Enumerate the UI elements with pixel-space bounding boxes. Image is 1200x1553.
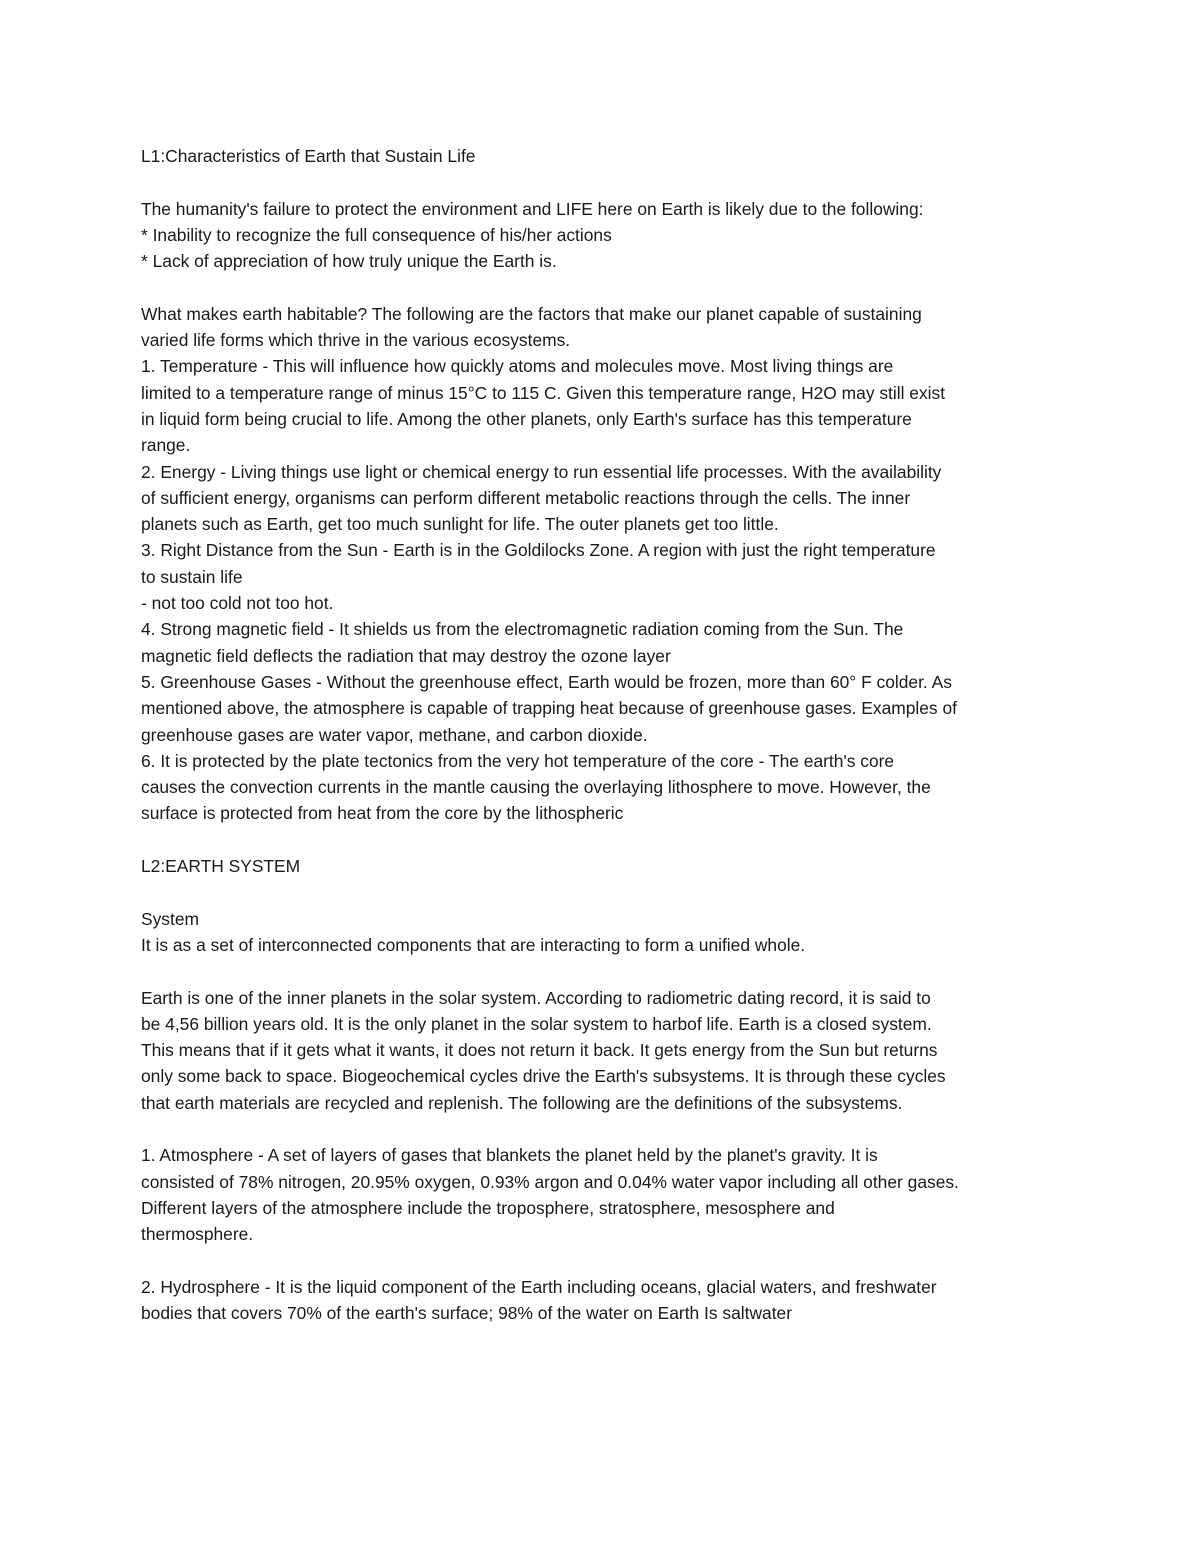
body-line: to sustain life [141, 566, 243, 587]
lesson1-heading: L1:Characteristics of Earth that Sustain Life [141, 146, 476, 166]
spacer [141, 1247, 1071, 1273]
body-line: only some back to space. Biogeochemical cycles drive the Earth's subsystems. It is through these cycles [141, 1066, 946, 1087]
body-line: varied life forms which thrive in the various ecosystems. [141, 330, 571, 351]
intro-text: The humanity's failure to protect the environment and LIFE here on Earth is likely due to the following: [141, 198, 924, 219]
body-line: surface is protected from heat from the core by the lithospheric [141, 803, 624, 824]
bullet-item: * Inability to recognize the full consequence of his/her actions [141, 224, 612, 245]
body-line: 6. It is protected by the plate tectonics from the very hot temperature of the core - The earth's core [141, 750, 895, 771]
body-line: in liquid form being crucial to life. Among the other planets, only Earth's surface has this temperature [141, 408, 912, 429]
body-line: mentioned above, the atmosphere is capable of trapping heat because of greenhouse gases. Examples of [141, 698, 957, 719]
body-line: thermosphere. [141, 1224, 254, 1245]
body-line: 1. Temperature - This will influence how quickly atoms and molecules move. Most living things are [141, 356, 894, 377]
spacer [141, 827, 1071, 853]
spacer [141, 169, 1071, 195]
spacer [141, 274, 1071, 300]
body-line: Different layers of the atmosphere include the troposphere, stratosphere, mesosphere and [141, 1197, 835, 1218]
body-line: Earth is one of the inner planets in the solar system. According to radiometric dating record, it is said to [141, 987, 931, 1008]
body-line: 2. Hydrosphere - It is the liquid component of the Earth including oceans, glacial waters, and freshwater [141, 1276, 937, 1297]
system-term: System [141, 908, 199, 929]
body-line: 2. Energy - Living things use light or chemical energy to run essential life processes. With the availability [141, 461, 942, 482]
body-line: 3. Right Distance from the Sun - Earth is in the Goldilocks Zone. A region with just the right temperature [141, 540, 936, 561]
body-line: magnetic field deflects the radiation that may destroy the ozone layer [141, 645, 671, 666]
body-line: planets such as Earth, get too much sunlight for life. The outer planets get too little. [141, 514, 779, 535]
body-line: be 4,56 billion years old. It is the only planet in the solar system to harbof life. Earth is a closed system. [141, 1013, 932, 1034]
body-line: consisted of 78% nitrogen, 20.95% oxygen, 0.93% argon and 0.04% water vapor including all other gases. [141, 1171, 959, 1192]
body-line: 1. Atmosphere - A set of layers of gases that blankets the planet held by the planet's gravity. It is [141, 1145, 878, 1166]
document-page [141, 143, 1071, 1326]
body-line: - not too cold not too hot. [141, 593, 334, 614]
spacer [141, 879, 1071, 905]
body-line: 5. Greenhouse Gases - Without the greenhouse effect, Earth would be frozen, more than 60° F colder. As [141, 671, 952, 692]
lesson2-heading: L2:EARTH SYSTEM [141, 856, 301, 877]
body-line: limited to a temperature range of minus 15°C to 115 C. Given this temperature range, H2O may still exist [141, 382, 946, 403]
body-line: that earth materials are recycled and replenish. The following are the definitions of the subsystems. [141, 1092, 903, 1113]
spacer [141, 1116, 1071, 1142]
body-line: bodies that covers 70% of the earth's surface; 98% of the water on Earth Is saltwater [141, 1303, 792, 1324]
spacer [141, 958, 1071, 984]
system-definition: It is as a set of interconnected components that are interacting to form a unified whole. [141, 934, 806, 955]
bullet-item: * Lack of appreciation of how truly unique the Earth is. [141, 251, 557, 272]
body-line: range. [141, 435, 191, 456]
body-line: of sufficient energy, organisms can perform different metabolic reactions through the cells. The inner [141, 487, 911, 508]
body-line: greenhouse gases are water vapor, methane, and carbon dioxide. [141, 724, 648, 745]
body-line: What makes earth habitable? The following are the factors that make our planet capable of sustaining [141, 303, 922, 324]
body-line: This means that if it gets what it wants, it does not return it back. It gets energy from the Sun but returns [141, 1040, 938, 1061]
body-line: causes the convection currents in the mantle causing the overlaying lithosphere to move. However, the [141, 777, 931, 798]
body-line: 4. Strong magnetic field - It shields us from the electromagnetic radiation coming from the Sun. The [141, 619, 904, 640]
